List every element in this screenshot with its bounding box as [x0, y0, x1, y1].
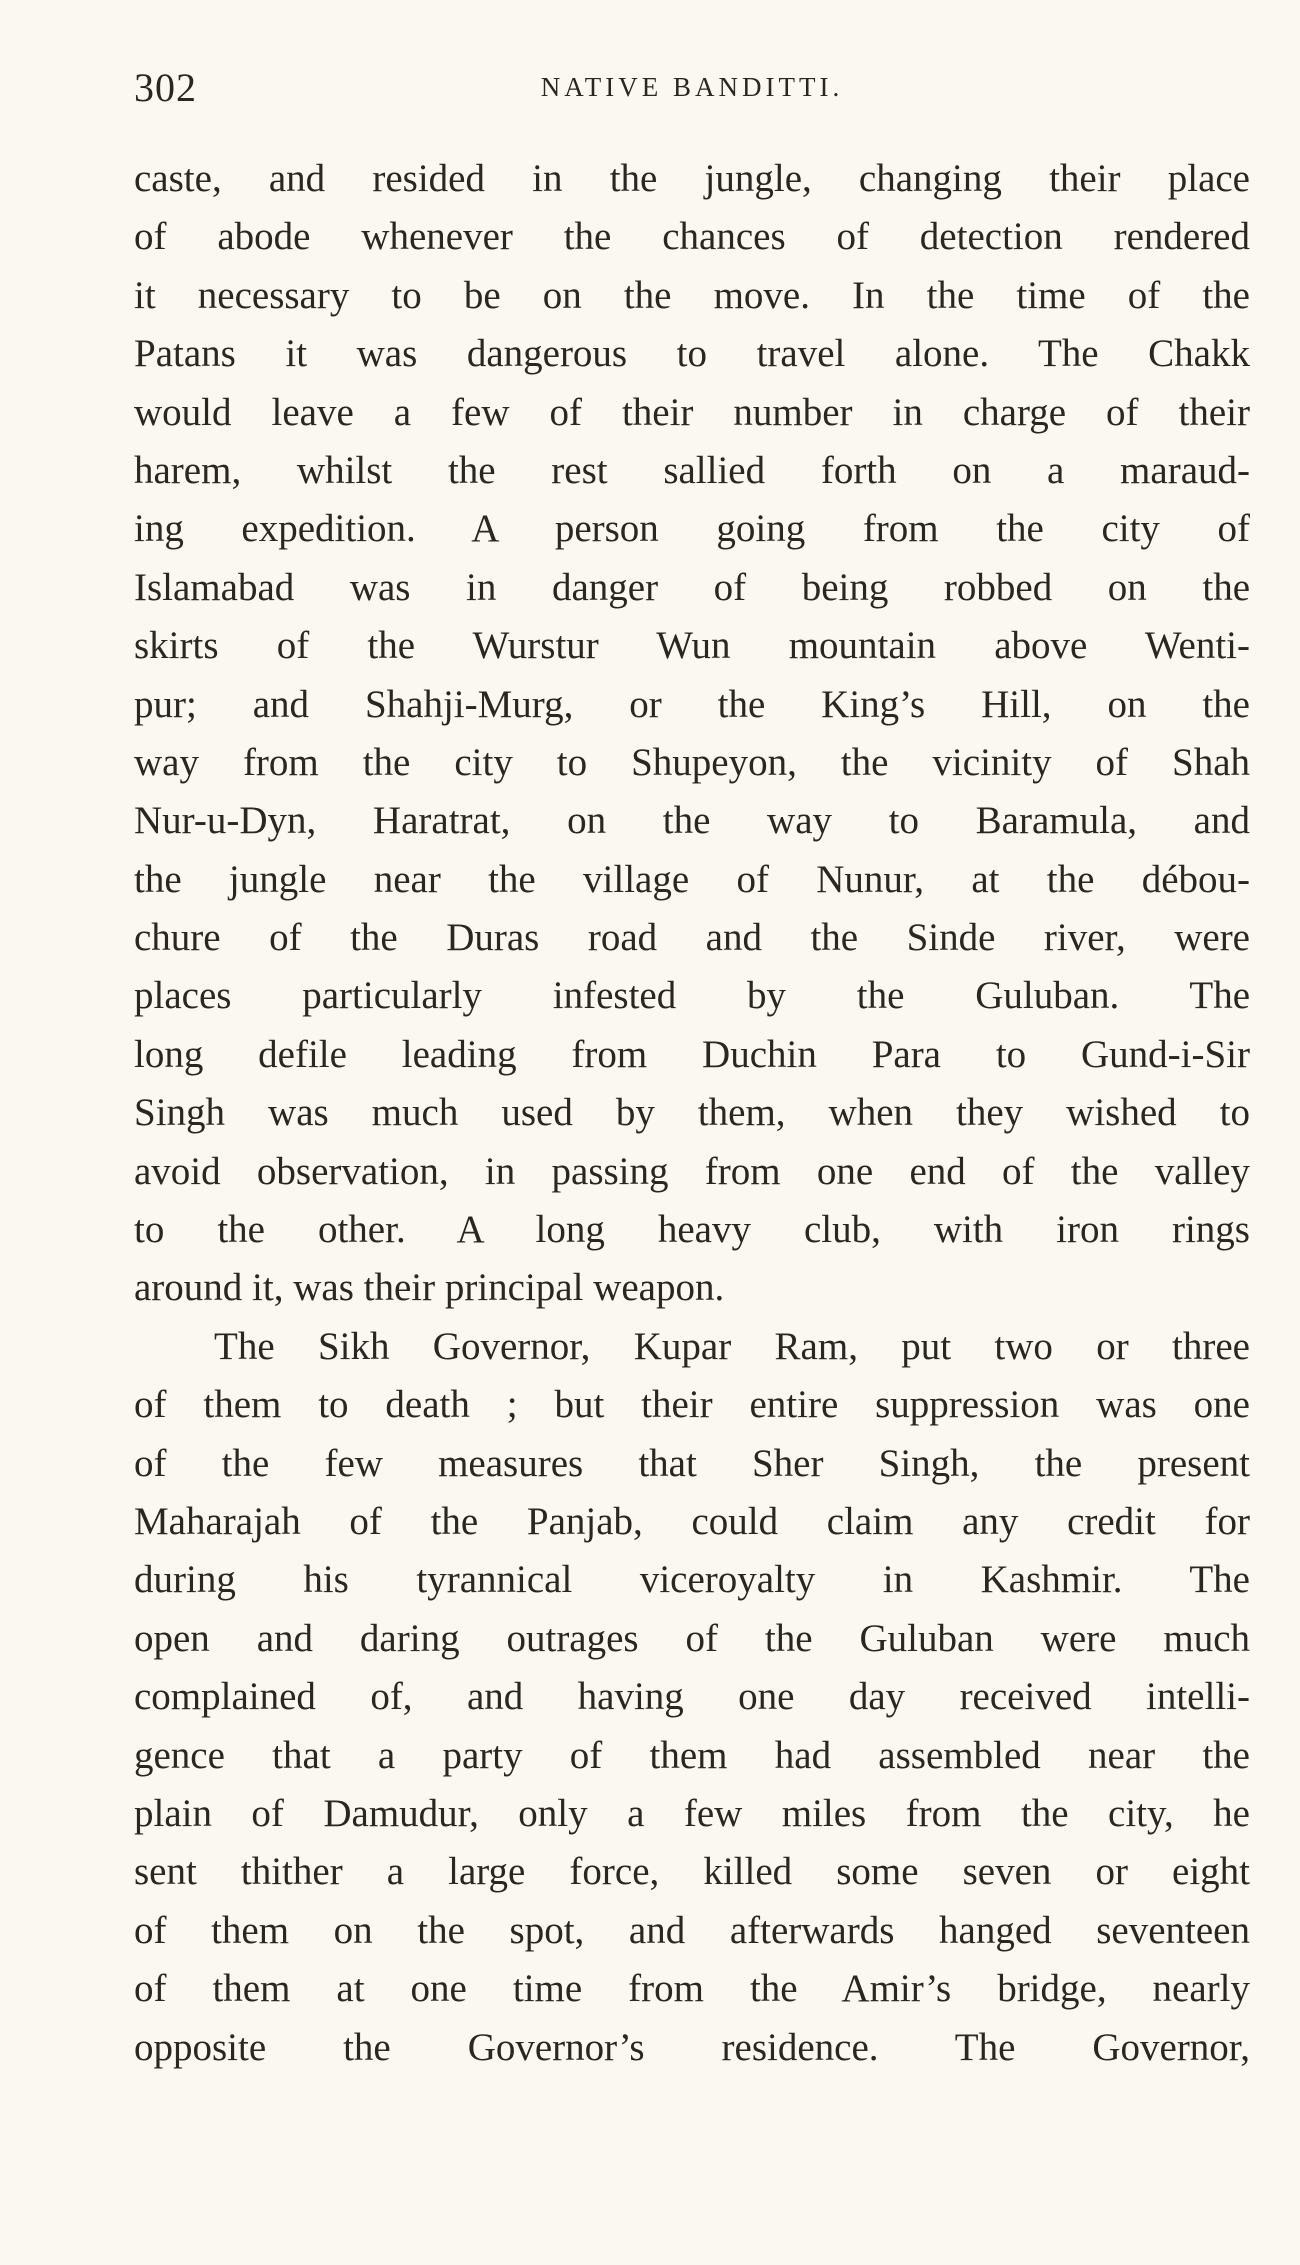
body-text: [134, 150, 1250, 2077]
text-line: long defile leading from Duchin Para to Gund-i-Sir: [134, 1032, 1250, 1076]
text-line: places particularly infested by the Guluban. The: [134, 974, 1250, 1018]
text-line: plain of Damudur, only a few miles from the city, he: [134, 1791, 1250, 1835]
paragraph-start-line: The Sikh Governor, Kupar Ram, put two or three: [214, 1324, 1250, 1368]
text-line: Singh was much used by them, when they wished to: [134, 1091, 1250, 1135]
text-line: chure of the Duras road and the Sinde river, were: [134, 916, 1250, 960]
text-line: open and daring outrages of the Guluban were much: [134, 1616, 1250, 1660]
text-line: to the other. A long heavy club, with iron rings: [134, 1208, 1250, 1252]
text-line: of them to death ; but their entire suppression was one: [134, 1383, 1250, 1427]
running-head: [134, 60, 1250, 120]
page-number: 302: [134, 65, 197, 110]
text-line: way from the city to Shupeyon, the vicinity of Shah: [134, 740, 1250, 784]
text-line: ing expedition. A person going from the city of: [134, 507, 1250, 551]
running-title: NATIVE BANDITTI.: [540, 72, 844, 102]
text-line: of them on the spot, and afterwards hanged seventeen: [134, 1908, 1250, 1952]
text-line: of abode whenever the chances of detection rendered: [134, 215, 1250, 259]
text-line: sent thither a large force, killed some seven or eight: [134, 1850, 1250, 1894]
text-line: of them at one time from the Amir’s bridge, nearly: [134, 1967, 1250, 2011]
text-line: complained of, and having one day received intelli-: [134, 1675, 1250, 1719]
text-line: avoid observation, in passing from one end of the valley: [134, 1149, 1250, 1193]
text-line: opposite the Governor’s residence. The Governor,: [134, 2025, 1250, 2069]
text-line: harem, whilst the rest sallied forth on a maraud-: [134, 448, 1250, 492]
text-line: it necessary to be on the move. In the time of the: [134, 273, 1250, 317]
text-line: of the few measures that Sher Singh, the present: [134, 1441, 1250, 1485]
text-line: pur; and Shahji-Murg, or the King’s Hill, on the: [134, 682, 1250, 726]
paragraph-end-line: around it, was their principal weapon.: [134, 1266, 725, 1310]
text-line: Patans it was dangerous to travel alone. The Chakk: [134, 332, 1250, 376]
text-line: would leave a few of their number in charge of their: [134, 390, 1250, 434]
text-line: during his tyrannical viceroyalty in Kashmir. The: [134, 1558, 1250, 1602]
text-line: Islamabad was in danger of being robbed on the: [134, 565, 1250, 609]
text-line: caste, and resided in the jungle, changing their place: [134, 157, 1250, 200]
text-line: Nur-u-Dyn, Haratrat, on the way to Baramula, and: [134, 799, 1250, 843]
text-line: skirts of the Wurstur Wun mountain above Wenti-: [134, 624, 1250, 668]
text-line: Maharajah of the Panjab, could claim any credit for: [134, 1499, 1250, 1543]
text-line: the jungle near the village of Nunur, at the débou-: [134, 857, 1250, 901]
text-line: gence that a party of them had assembled near the: [134, 1733, 1250, 1777]
